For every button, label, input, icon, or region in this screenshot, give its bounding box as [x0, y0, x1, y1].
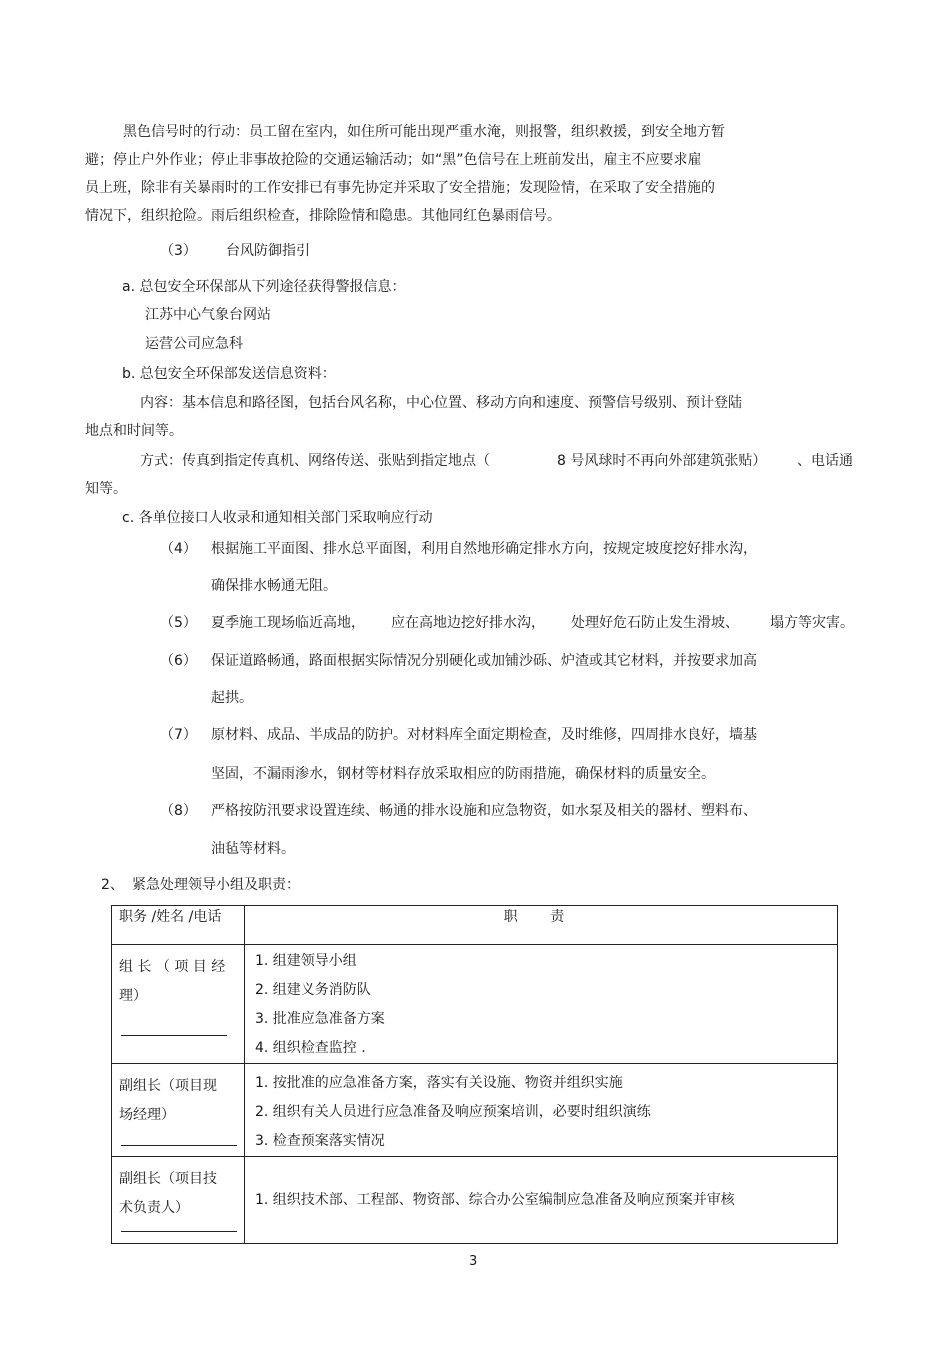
role-title: 理）	[119, 988, 147, 1004]
section-number: 2、	[101, 877, 124, 893]
item-text: 原材料、成品、半成品的防护。对材料库全面定期检查，及时维修，四周排水良好，墙基	[211, 727, 757, 743]
role-cell	[112, 945, 245, 1064]
item-number: （6）	[160, 653, 197, 669]
item-text: 严格按防汛要求设置连续、畅通的排水设施和应急物资，如水泵及相关的器材、塑料布、	[211, 803, 757, 819]
role-cell	[112, 1157, 245, 1244]
item-text: 油毡等材料。	[211, 841, 295, 857]
responsibility-table	[111, 905, 838, 1244]
name-blank-line	[121, 1145, 237, 1146]
item-text: 确保排水畅通无阻。	[211, 578, 337, 594]
paragraph-line: 知等。	[85, 481, 127, 497]
duty-item: 4. 组织检查监控 .	[255, 1040, 366, 1056]
list-item: 运营公司应急科	[145, 336, 243, 352]
header-duty: 职 责	[245, 906, 838, 945]
duty-cell	[245, 1157, 838, 1244]
role-title: 场经理）	[119, 1107, 175, 1123]
role-title: 副组长（项目技	[119, 1171, 217, 1187]
paragraph-line: 方式：传真到指定传真机、网络传送、张贴到指定地点（	[140, 453, 490, 469]
duty-cell	[245, 1064, 838, 1157]
item-number: （8）	[160, 803, 197, 819]
role-title: 副组长（项目现	[119, 1078, 217, 1094]
table-row	[112, 945, 838, 1064]
paragraph-line: 、电话通	[797, 453, 853, 469]
paragraph-line: 情况下，组织抢险。雨后组织检查，排除险情和隐患。其他同红色暴雨信号。	[85, 208, 561, 224]
page-number: 3	[469, 1254, 478, 1269]
table-row	[112, 1064, 838, 1157]
paragraph-line: 黑色信号时的行动：员工留在室内，如住所可能出现严重水淹，则报警，组织救援，到安全地方暂	[123, 124, 725, 140]
duty-item: 2. 组建义务消防队	[255, 982, 371, 998]
section-title: 台风防御指引	[226, 243, 310, 259]
paragraph-line: 避；停止户外作业；停止非事故抢险的交通运输活动；如“黑”色信号在上班前发出，雇主不应要求雇	[85, 152, 702, 168]
item-text: 坚固，不漏雨渗水，钢材等材料存放采取相应的防雨措施，确保材料的质量安全。	[211, 766, 715, 782]
item-number: （5）	[160, 615, 197, 631]
duty-item: 1. 组建领导小组	[255, 953, 357, 969]
item-number: （7）	[160, 727, 197, 743]
role-title: 组 长 （ 项 目 经	[119, 959, 226, 975]
paragraph-line: 员上班，除非有关暴雨时的工作安排已有事先协定并采取了安全措施；发现险情，在采取了安全措施的	[85, 180, 715, 196]
duty-cell	[245, 945, 838, 1064]
table-row	[112, 1157, 838, 1244]
role-title: 术负责人）	[119, 1200, 189, 1216]
name-blank-line	[121, 1035, 227, 1036]
table-header-row	[112, 906, 838, 945]
duty-item: 3. 批准应急准备方案	[255, 1011, 385, 1027]
item-text: 起拱。	[211, 690, 253, 706]
duty-item: 2. 组织有关人员进行应急准备及响应预案培训，必要时组织演练	[255, 1104, 651, 1120]
list-label-c: c. 各单位接口人收录和通知相关部门采取响应行动	[122, 510, 433, 526]
section-heading: 紧急处理领导小组及职责：	[132, 877, 300, 893]
paragraph-line: 内容：基本信息和路径图，包括台风名称，中心位置、移动方向和速度、预警信号级别、预计登陆	[140, 395, 742, 411]
header-role: 职务 /姓名 /电话	[112, 906, 245, 945]
item-text: 应在高地边挖好排水沟，	[391, 615, 545, 631]
list-label-b: b. 总包安全环保部发送信息资料：	[122, 366, 336, 382]
item-text: 根据施工平面图、排水总平面图，利用自然地形确定排水方向，按规定坡度挖好排水沟，	[211, 541, 757, 557]
list-label-a: a. 总包安全环保部从下列途径获得警报信息：	[122, 279, 406, 295]
duty-item: 3. 检查预案落实情况	[255, 1133, 385, 1149]
item-text: 处理好危石防止发生滑坡、	[571, 615, 739, 631]
duty-item: 1. 按批准的应急准备方案，落实有关设施、物资并组织实施	[255, 1075, 623, 1091]
paragraph-line: 地点和时间等。	[85, 423, 183, 439]
item-text: 塌方等灾害。	[770, 615, 854, 631]
paragraph-line: 8 号风球时不再向外部建筑张贴）	[557, 453, 767, 469]
item-number: （4）	[160, 541, 197, 557]
list-item: 江苏中心气象台网站	[145, 307, 271, 323]
role-cell	[112, 1064, 245, 1157]
section-number: （3）	[160, 243, 197, 259]
item-text: 夏季施工现场临近高地，	[211, 615, 365, 631]
duty-item: 1. 组织技术部、工程部、物资部、综合办公室编制应急准备及响应预案并审核	[255, 1191, 735, 1208]
item-text: 保证道路畅通，路面根据实际情况分别硬化或加铺沙砾、炉渣或其它材料，并按要求加高	[211, 653, 757, 669]
name-blank-line	[121, 1231, 237, 1232]
